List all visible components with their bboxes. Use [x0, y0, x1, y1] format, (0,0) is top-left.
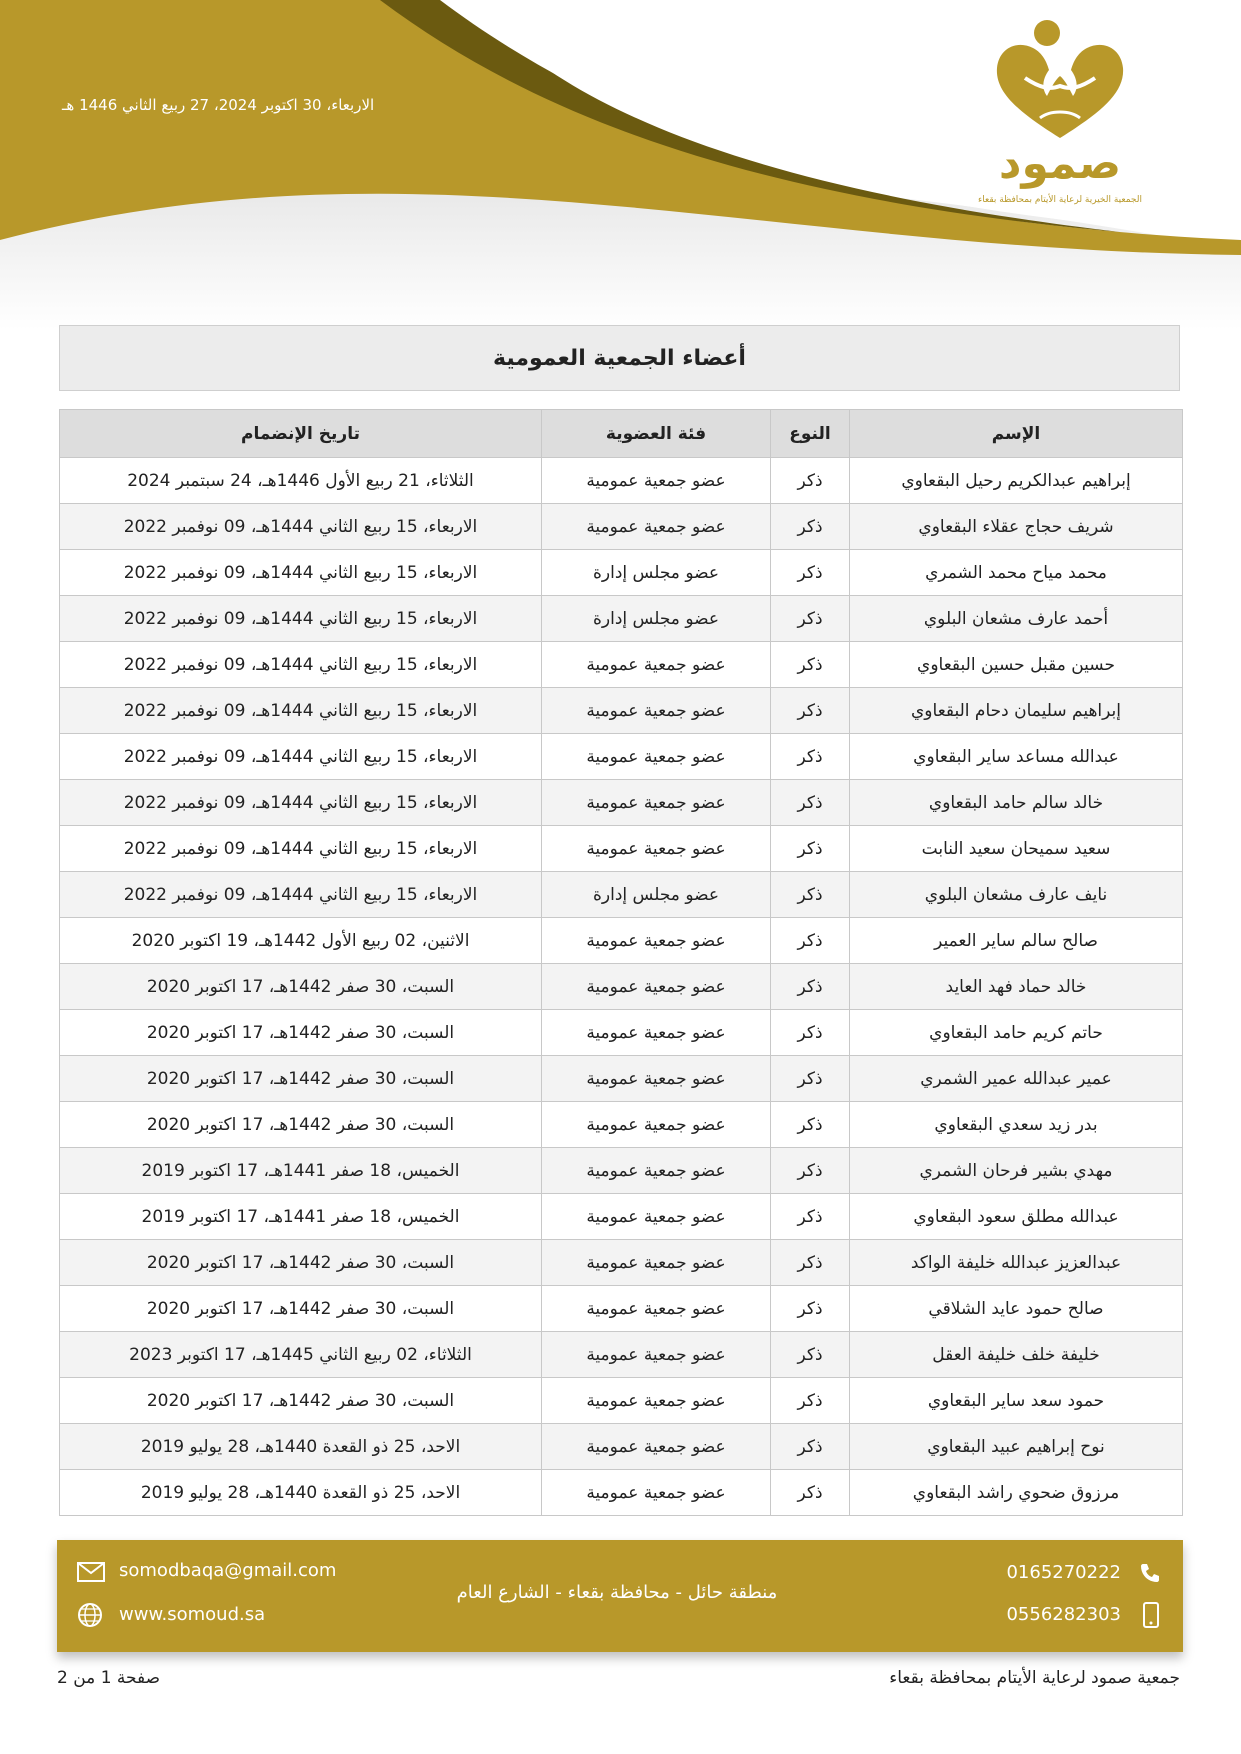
- cell-membership: عضو جمعية عمومية: [542, 918, 771, 964]
- column-header-membership: فئة العضوية: [542, 410, 771, 458]
- cell-gender: ذكر: [771, 1470, 850, 1516]
- cell-name: صالح سالم ساير العمير: [850, 918, 1183, 964]
- cell-membership: عضو مجلس إدارة: [542, 596, 771, 642]
- cell-membership: عضو جمعية عمومية: [542, 826, 771, 872]
- table-row: [60, 458, 1183, 504]
- cell-membership: عضو جمعية عمومية: [542, 1286, 771, 1332]
- cell-name: خليفة خلف خليفة العقل: [850, 1332, 1183, 1378]
- cell-gender: ذكر: [771, 1148, 850, 1194]
- logo-wordmark: صمود: [998, 138, 1122, 189]
- cell-membership: عضو جمعية عمومية: [542, 1240, 771, 1286]
- cell-membership: عضو مجلس إدارة: [542, 550, 771, 596]
- cell-membership: عضو جمعية عمومية: [542, 1424, 771, 1470]
- cell-name: أحمد عارف مشعان البلوي: [850, 596, 1183, 642]
- footer-contact-bar: [57, 1540, 1183, 1652]
- table-row: [60, 1194, 1183, 1240]
- cell-membership: عضو جمعية عمومية: [542, 734, 771, 780]
- cell-join-date: السبت، 30 صفر 1442هـ، 17 اكتوبر 2020: [60, 1010, 542, 1056]
- cell-join-date: الاربعاء، 15 ربيع الثاني 1444هـ، 09 نوفمبر 2022: [60, 642, 542, 688]
- table-row: [60, 1102, 1183, 1148]
- cell-join-date: الاربعاء، 15 ربيع الثاني 1444هـ، 09 نوفمبر 2022: [60, 550, 542, 596]
- cell-gender: ذكر: [771, 826, 850, 872]
- cell-name: نايف عارف مشعان البلوي: [850, 872, 1183, 918]
- cell-membership: عضو جمعية عمومية: [542, 458, 771, 504]
- cell-gender: ذكر: [771, 458, 850, 504]
- cell-name: حسين مقبل حسين البقعاوي: [850, 642, 1183, 688]
- cell-gender: ذكر: [771, 642, 850, 688]
- cell-join-date: السبت، 30 صفر 1442هـ، 17 اكتوبر 2020: [60, 1056, 542, 1102]
- cell-gender: ذكر: [771, 1056, 850, 1102]
- cell-join-date: الخميس، 18 صفر 1441هـ، 17 اكتوبر 2019: [60, 1194, 542, 1240]
- cell-name: خالد سالم حامد البقعاوي: [850, 780, 1183, 826]
- cell-join-date: الثلاثاء، 21 ربيع الأول 1446هـ، 24 سبتمبر 2024: [60, 458, 542, 504]
- footer-mobile[interactable]: 0556282303: [1006, 1604, 1121, 1625]
- table-row: [60, 1240, 1183, 1286]
- cell-name: حمود سعد ساير البقعاوي: [850, 1378, 1183, 1424]
- cell-membership: عضو جمعية عمومية: [542, 964, 771, 1010]
- cell-name: صالح حمود عايد الشلاقي: [850, 1286, 1183, 1332]
- cell-join-date: الاثنين، 02 ربيع الأول 1442هـ، 19 اكتوبر 2020: [60, 918, 542, 964]
- cell-gender: ذكر: [771, 596, 850, 642]
- cell-name: مرزوق ضحوي راشد البقعاوي: [850, 1470, 1183, 1516]
- cell-name: شريف حجاج عقلاء البقعاوي: [850, 504, 1183, 550]
- footer-phone[interactable]: 0165270222: [1006, 1562, 1121, 1583]
- cell-membership: عضو جمعية عمومية: [542, 688, 771, 734]
- table-row: [60, 550, 1183, 596]
- table-row: [60, 1056, 1183, 1102]
- page-title: أعضاء الجمعية العمومية: [59, 325, 1180, 391]
- cell-membership: عضو جمعية عمومية: [542, 1378, 771, 1424]
- members-table: [59, 409, 1183, 1516]
- table-row: [60, 964, 1183, 1010]
- table-row: [60, 1378, 1183, 1424]
- cell-membership: عضو جمعية عمومية: [542, 642, 771, 688]
- cell-join-date: السبت، 30 صفر 1442هـ، 17 اكتوبر 2020: [60, 1240, 542, 1286]
- table-row: [60, 1286, 1183, 1332]
- table-row: [60, 918, 1183, 964]
- cell-join-date: السبت، 30 صفر 1442هـ، 17 اكتوبر 2020: [60, 964, 542, 1010]
- table-row: [60, 1332, 1183, 1378]
- footer-email[interactable]: somodbaqa@gmail.com: [119, 1560, 337, 1581]
- cell-name: سعيد سميحان سعيد النابت: [850, 826, 1183, 872]
- cell-name: إبراهيم سليمان دحام البقعاوي: [850, 688, 1183, 734]
- cell-gender: ذكر: [771, 1378, 850, 1424]
- cell-join-date: الاربعاء، 15 ربيع الثاني 1444هـ، 09 نوفمبر 2022: [60, 596, 542, 642]
- cell-gender: ذكر: [771, 688, 850, 734]
- table-row: [60, 734, 1183, 780]
- cell-name: عبدالله مطلق سعود البقعاوي: [850, 1194, 1183, 1240]
- cell-membership: عضو جمعية عمومية: [542, 1332, 771, 1378]
- cell-membership: عضو جمعية عمومية: [542, 1010, 771, 1056]
- cell-gender: ذكر: [771, 1010, 850, 1056]
- cell-gender: ذكر: [771, 734, 850, 780]
- header-date: الاربعاء، 30 اكتوبر 2024، 27 ربيع الثاني 1446 هـ: [62, 96, 375, 114]
- cell-name: حاتم كريم حامد البقعاوي: [850, 1010, 1183, 1056]
- table-row: [60, 780, 1183, 826]
- cell-name: بدر زيد سعدي البقعاوي: [850, 1102, 1183, 1148]
- table-row: [60, 1010, 1183, 1056]
- cell-join-date: الاربعاء، 15 ربيع الثاني 1444هـ، 09 نوفمبر 2022: [60, 826, 542, 872]
- cell-membership: عضو جمعية عمومية: [542, 1148, 771, 1194]
- cell-gender: ذكر: [771, 780, 850, 826]
- mobile-icon: [1143, 1602, 1159, 1628]
- table-row: [60, 1470, 1183, 1516]
- cell-membership: عضو جمعية عمومية: [542, 1102, 771, 1148]
- cell-join-date: الخميس، 18 صفر 1441هـ، 17 اكتوبر 2019: [60, 1148, 542, 1194]
- cell-join-date: السبت، 30 صفر 1442هـ، 17 اكتوبر 2020: [60, 1286, 542, 1332]
- cell-name: نوح إبراهيم عبيد البقعاوي: [850, 1424, 1183, 1470]
- cell-join-date: السبت، 30 صفر 1442هـ، 17 اكتوبر 2020: [60, 1102, 542, 1148]
- cell-join-date: الاربعاء، 15 ربيع الثاني 1444هـ، 09 نوفمبر 2022: [60, 688, 542, 734]
- cell-name: عمير عبدالله عمير الشمري: [850, 1056, 1183, 1102]
- table-row: [60, 596, 1183, 642]
- logo-subtitle: الجمعية الخيرية لرعاية الأيتام بمحافظة بقعاء: [978, 195, 1142, 205]
- cell-join-date: الاربعاء، 15 ربيع الثاني 1444هـ، 09 نوفمبر 2022: [60, 504, 542, 550]
- cell-join-date: السبت، 30 صفر 1442هـ، 17 اكتوبر 2020: [60, 1378, 542, 1424]
- table-row: [60, 1148, 1183, 1194]
- cell-join-date: الثلاثاء، 02 ربيع الثاني 1445هـ، 17 اكتوبر 2023: [60, 1332, 542, 1378]
- column-header-join-date: تاريخ الإنضمام: [60, 410, 542, 458]
- cell-name: محمد مياح محمد الشمري: [850, 550, 1183, 596]
- cell-gender: ذكر: [771, 550, 850, 596]
- table-header-row: [60, 410, 1183, 458]
- footer-website[interactable]: www.somoud.sa: [119, 1604, 266, 1625]
- cell-join-date: الاحد، 25 ذو القعدة 1440هـ، 28 يوليو 2019: [60, 1470, 542, 1516]
- cell-name: إبراهيم عبدالكريم رحيل البقعاوي: [850, 458, 1183, 504]
- cell-membership: عضو مجلس إدارة: [542, 872, 771, 918]
- cell-membership: عضو جمعية عمومية: [542, 504, 771, 550]
- cell-gender: ذكر: [771, 1424, 850, 1470]
- column-header-gender: النوع: [771, 410, 850, 458]
- cell-join-date: الاربعاء، 15 ربيع الثاني 1444هـ، 09 نوفمبر 2022: [60, 872, 542, 918]
- phone-icon: [1139, 1562, 1161, 1584]
- column-header-name: الإسم: [850, 410, 1183, 458]
- cell-name: عبدالعزيز عبدالله خليفة الواكد: [850, 1240, 1183, 1286]
- footer-organization: جمعية صمود لرعاية الأيتام بمحافظة بقعاء: [889, 1668, 1180, 1688]
- cell-join-date: الاربعاء، 15 ربيع الثاني 1444هـ، 09 نوفمبر 2022: [60, 734, 542, 780]
- cell-gender: ذكر: [771, 1102, 850, 1148]
- mail-icon: [77, 1562, 105, 1582]
- cell-gender: ذكر: [771, 1332, 850, 1378]
- cell-gender: ذكر: [771, 918, 850, 964]
- globe-icon: [77, 1602, 103, 1628]
- cell-join-date: الاربعاء، 15 ربيع الثاني 1444هـ، 09 نوفمبر 2022: [60, 780, 542, 826]
- cell-membership: عضو جمعية عمومية: [542, 1470, 771, 1516]
- table-row: [60, 872, 1183, 918]
- footer-address: منطقة حائل - محافظة بقعاء - الشارع العام: [456, 1582, 778, 1603]
- cell-gender: ذكر: [771, 964, 850, 1010]
- cell-membership: عضو جمعية عمومية: [542, 1056, 771, 1102]
- cell-name: خالد حماد فهد العايد: [850, 964, 1183, 1010]
- page-number: صفحة 1 من 2: [57, 1668, 161, 1688]
- cell-name: عبدالله مساعد ساير البقعاوي: [850, 734, 1183, 780]
- cell-name: مهدي بشير فرحان الشمري: [850, 1148, 1183, 1194]
- table-row: [60, 504, 1183, 550]
- cell-gender: ذكر: [771, 1194, 850, 1240]
- cell-gender: ذكر: [771, 1286, 850, 1332]
- cell-membership: عضو جمعية عمومية: [542, 1194, 771, 1240]
- table-row: [60, 826, 1183, 872]
- cell-membership: عضو جمعية عمومية: [542, 780, 771, 826]
- table-row: [60, 688, 1183, 734]
- cell-gender: ذكر: [771, 1240, 850, 1286]
- table-row: [60, 642, 1183, 688]
- cell-join-date: الاحد، 25 ذو القعدة 1440هـ، 28 يوليو 2019: [60, 1424, 542, 1470]
- cell-gender: ذكر: [771, 872, 850, 918]
- cell-gender: ذكر: [771, 504, 850, 550]
- table-row: [60, 1424, 1183, 1470]
